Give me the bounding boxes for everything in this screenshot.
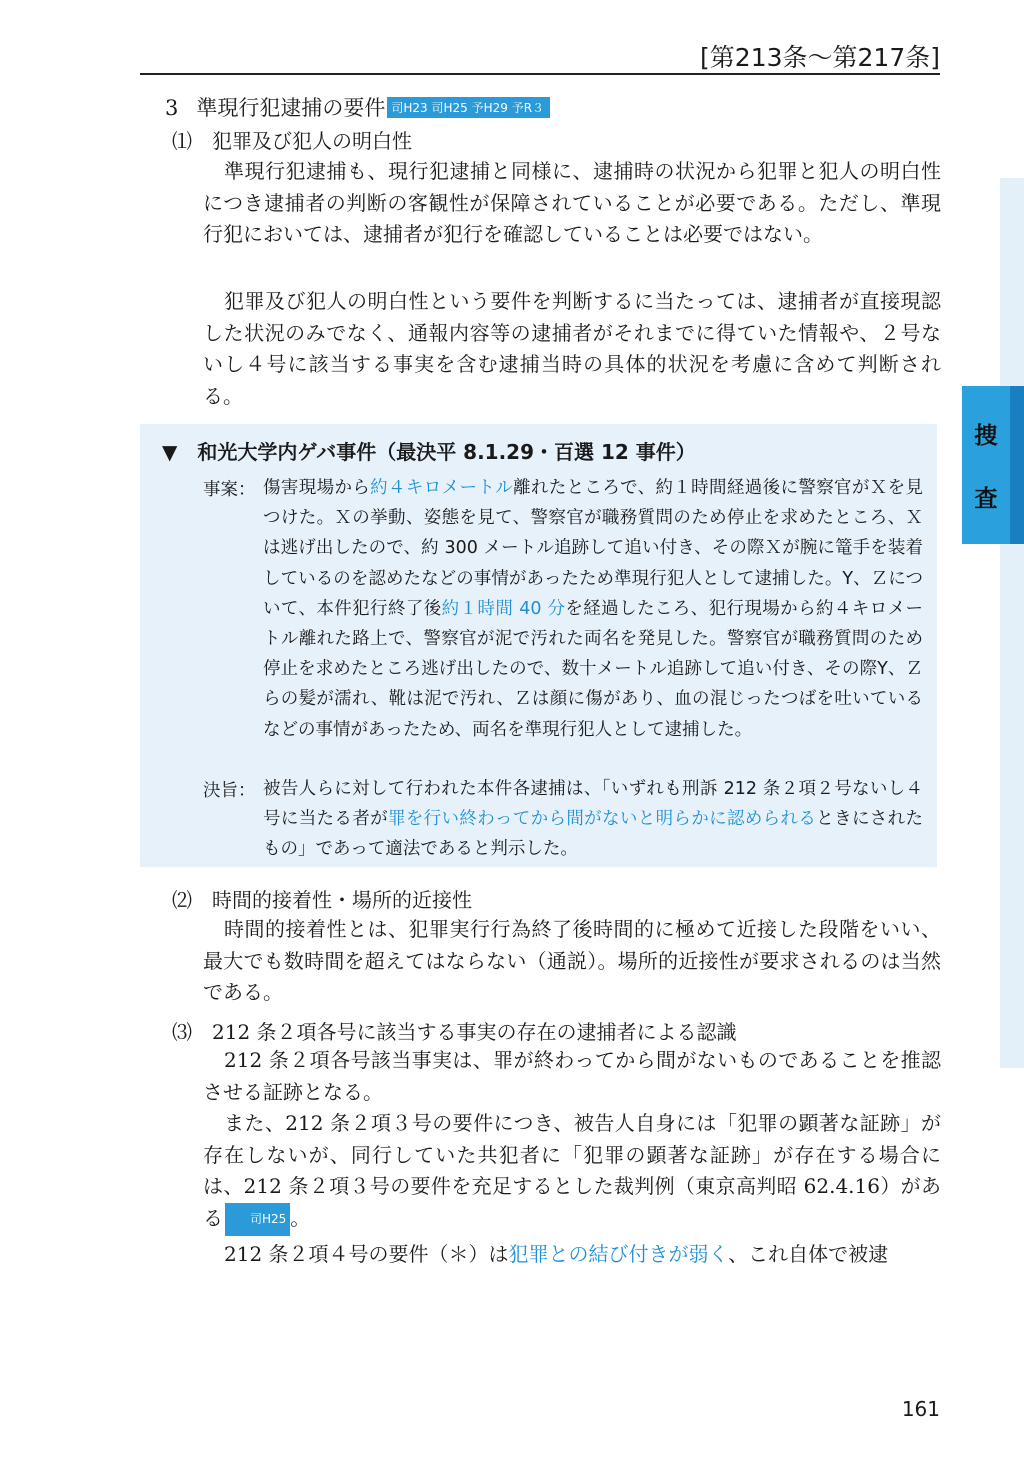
subsection-1-para-2: 犯罪及び犯人の明白性という要件を判断するに当たっては、逮捕者が直接現認した状況のみでなく、通報内容等の逮捕者がそれまでに得ていた情報や、２号ないし４号に該当する事実を含む逮捕当時の具体的状況を考慮に含めて判断される。 [203, 289, 941, 408]
side-index-tab [962, 386, 1010, 544]
section-heading [165, 92, 550, 122]
subsection-3-para-2-text: また、212 条２項３号の要件につき、被告人自身には「犯罪の顕著な証跡」が存在しないが、同行していた共犯者に「犯罪の顕著な証跡」が存在する場合には、212 条２項３号の要件を充足するとした裁判例（東京高判昭 62.4.16）がある [203, 1111, 941, 1230]
facts-text-2: 離れたところで、約１時間経過後に警察官がＸを見つけた。Ｘの挙動、姿態を見て、警察官が職務質問のため停止を求めたところ、Ｘは逃げ出したので、約 300 メートル追跡して追い付き、その際Ｘが腕に篭手を装着しているのを認めたなどの事情があったため準現行犯人として逮捕した。Y、Ｚについて、本件犯行終了後 [263, 478, 924, 619]
side-tab-char-1: 捜 [974, 422, 998, 449]
facts-text-1: 傷害現場から [263, 478, 371, 498]
exam-tag-inline: 司H25 [225, 1203, 290, 1237]
page-number: 161 [901, 1397, 940, 1421]
subsection-1-title: ⑴ 犯罪及び犯人の明白性 [172, 129, 412, 153]
subsection-2-para-1: 時間的接着性とは、犯罪実行行為終了後時間的に極めて近接した段階をいい、最大でも数時間を超えてはならない（通説）。場所的近接性が要求されるのは当然である。 [203, 917, 941, 1004]
section-number: 3 [165, 96, 179, 120]
subsection-3-title: ⑶ 212 条２項各号に該当する事実の存在の逮捕者による認識 [172, 1020, 737, 1044]
facts-label: 事案： [203, 480, 256, 500]
case-heading [162, 436, 696, 465]
subsection-3-para-2-end: 。 [290, 1205, 311, 1230]
holding-text [263, 774, 923, 865]
facts-highlight-2: 約１時間 40 分 [441, 598, 566, 619]
subsection-3-para-3-text-2: 、これ自体で被逮 [728, 1242, 889, 1266]
holding-text-1: 被告人らに対して行われた本件各逮捕は、「いずれも刑訴 212 条２項２号ないし４号に当たる者が [263, 779, 923, 830]
subsection-3-para-3-text-1: 212 条２項４号の要件（＊）は [224, 1242, 509, 1266]
facts-highlight-1: 約４キロメートル [370, 478, 514, 498]
subsection-3-para-3 [203, 1239, 941, 1271]
holding-highlight: 罪を行い終わってから間がないと明らかに認められる [387, 809, 817, 830]
side-tab-accent [1010, 386, 1024, 544]
subsection-1-para-1: 準現行犯逮捕も、現行犯逮捕と同様に、逮捕時の状況から犯罪と犯人の明白性につき逮捕者の判断の客観性が保障されていることが必要である。ただし、準現行犯においては、逮捕者が犯行を確認していることは必要ではない。 [203, 159, 941, 246]
exam-tag: 司H23 司H25 予H29 予R３ [387, 97, 550, 118]
chapter-header: [第213条〜第217条] [700, 43, 940, 72]
section-title: 準現行犯逮捕の要件 [196, 96, 386, 120]
subsection-3-para-2 [203, 1108, 941, 1236]
subsection-3-para-3-highlight: 犯罪との結び付きが弱く [508, 1242, 729, 1266]
facts-text-3: を経過したころ、犯行現場から約４キロメートル離れた路上で、警察官が泥で汚れた両名を発見した。警察官が職務質問のため停止を求めたところ逃げ出したので、数十メートル追跡して追い付き、その際Y、Ｚらの髪が濡れ、靴は泥で汚れ、Ｚは顔に傷があり、血の混じったつばを吐いているなどの事情があったため、両名を準現行犯人として逮捕した。 [263, 598, 923, 740]
holding-label: 決旨： [203, 781, 256, 801]
subsection-2-title: ⑵ 時間的接着性・場所的近接性 [172, 888, 472, 912]
holding-text-2: ときにされたもの」であって適法であると判示した。 [263, 809, 924, 860]
side-index-panel [1000, 178, 1024, 1068]
triangle-marker-icon: ▼ [162, 440, 178, 464]
subsection-3-para-1: 212 条２項各号該当事実は、罪が終わってから間がないものであることを推認させる証跡となる。 [203, 1048, 941, 1104]
facts-text [263, 473, 923, 745]
case-title: 和光大学内ゲバ事件（最決平 8.1.29・百選 12 事件） [197, 440, 696, 464]
header-rule [140, 73, 940, 75]
side-tab-char-2: 査 [974, 486, 998, 513]
